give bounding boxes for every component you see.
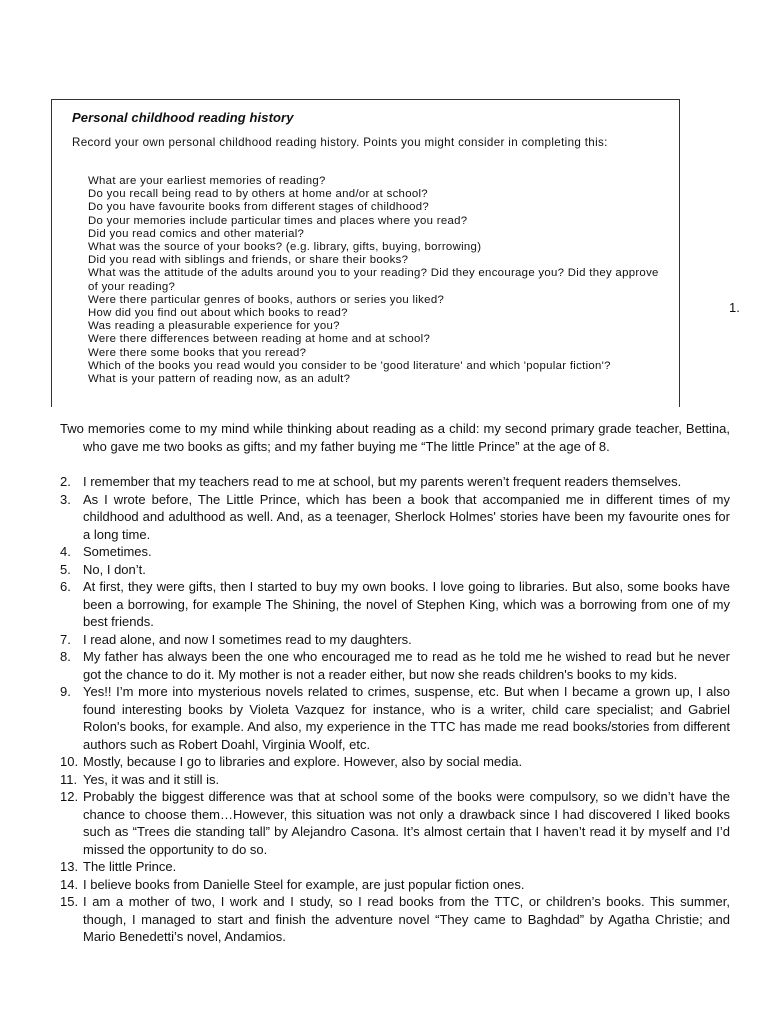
- answer-text: Sometimes.: [83, 544, 152, 559]
- answer-number: 10.: [60, 754, 79, 769]
- answer-number: 15.: [60, 894, 79, 909]
- answer-number: 9.: [60, 684, 71, 699]
- answer-text: Yes!! I’m more into mysterious novels related to crimes, suspense, etc. But when I became a grown up, I also found interesting books by Violeta Vazquez for instance, who is a writer, child care specialist; and Gabriel Rolon's books, for example. And also, my experience in the TTC has made me read books/stories from different authors such as Robert Doahl, Virginia Woolf, etc.: [83, 684, 730, 752]
- answer-number: 13.: [60, 859, 79, 874]
- question-item: Did you read with siblings and friends, or share their books?: [88, 254, 409, 267]
- answer-item: [60, 788, 730, 858]
- answer-text: As I wrote before, The Little Prince, which has been a book that accompanied me in different times of my childhood and adulthood as well. And, as a teenager, Sherlock Holmes' stories have been my favourite ones for a long time.: [83, 491, 730, 542]
- question-item: How did you find out about which books to read?: [88, 307, 348, 320]
- answer-item: [60, 578, 730, 631]
- answer-item: [60, 561, 730, 579]
- question-item: Were there some books that you reread?: [88, 346, 307, 359]
- answer-item: [60, 876, 730, 894]
- answer-text: Yes, it was and it still is.: [83, 771, 220, 787]
- answer-number: 4.: [60, 544, 71, 559]
- question-item: Were there particular genres of books, authors or series you liked?: [88, 293, 445, 306]
- question-item: What is your pattern of reading now, as an adult?: [88, 373, 351, 386]
- answer-number: 3.: [60, 491, 71, 507]
- question-list: [88, 175, 668, 386]
- answer-item: [60, 683, 730, 753]
- answer-text: The little Prince.: [83, 859, 177, 874]
- question-item: Do you recall being read to by others at home and/or at school?: [88, 188, 428, 201]
- answer-item: [60, 893, 730, 946]
- answer-number: 8.: [60, 649, 71, 664]
- answer-item: [60, 753, 730, 771]
- answer-item: [60, 491, 730, 544]
- embedded-questions-image: [51, 99, 680, 407]
- answer-text: No, I don’t.: [83, 561, 146, 577]
- answer-text: Two memories come to my mind while thinking about reading as a child: my second primary grade teacher, Bettina, who gave me two books as gifts; and my father buying me “The little Prince” at the age of 8.: [60, 421, 730, 454]
- figure-intro: Record your own personal childhood reading history. Points you might consider in completing this:: [72, 136, 608, 149]
- answer-item: [60, 858, 730, 876]
- answer-number: 11.: [60, 771, 78, 787]
- question-item: What are your earliest memories of reading?: [88, 175, 326, 187]
- answer-item: [60, 420, 730, 455]
- answer-text: I am a mother of two, I work and I study, so I read books from the TTC, or children’s books. This summer, though, I managed to start and finish the adventure novel “They came to Baghdad” by Agatha Christie; and Mario Benedetti’s novel, Andamios.: [83, 894, 730, 944]
- answer-number: 2.: [60, 474, 71, 489]
- answer-text: I read alone, and now I sometimes read to my daughters.: [83, 631, 412, 647]
- answer-number: 12.: [60, 789, 79, 804]
- answer-text: Mostly, because I go to libraries and explore. However, also by social media.: [83, 754, 523, 769]
- question-item: Do you have favourite books from different stages of childhood?: [88, 201, 429, 214]
- answer-text: I remember that my teachers read to me at school, but my parents weren’t frequent readers themselves.: [83, 474, 682, 489]
- answer-item: [60, 771, 730, 789]
- answer-text: At first, they were gifts, then I started to buy my own books. I love going to libraries. But also, some books have been a borrowing, for example The Shining, the novel of Stephen King, which was a borrowing from one of my best friends.: [83, 579, 730, 629]
- question-item: What was the attitude of the adults around you to your reading? Did they encourage you? Did they approve of your reading?: [88, 267, 659, 293]
- answer-number: 6.: [60, 579, 71, 594]
- answer-number: 14.: [60, 876, 79, 892]
- answer-number: 5.: [60, 561, 71, 577]
- question-item: Do your memories include particular times and places where you read?: [88, 214, 468, 227]
- answer-item: [60, 543, 730, 561]
- question-item: Were there differences between reading at home and at school?: [88, 333, 431, 346]
- answer-number: 7.: [60, 631, 71, 647]
- question-item: Did you read comics and other material?: [88, 227, 305, 240]
- answer-item: [60, 648, 730, 683]
- figure-title: Personal childhood reading history: [72, 110, 294, 125]
- answer-item: [60, 631, 730, 649]
- answer-list: [60, 473, 730, 946]
- answer-text: Probably the biggest difference was that at school some of the books were compulsory, so we didn’t have the chance to choose them…However, this situation was not only a drawback since I had discovered I liked books such as “Trees die standing tall” by Alejandro Casona. It’s almost certain that I haven’t read it by myself and I’d missed the opportunity to do so.: [83, 789, 730, 857]
- question-item: What was the source of your books? (e.g. library, gifts, buying, borrowing): [88, 241, 482, 254]
- answer-text: My father has always been the one who encouraged me to read as he told me he wished to read but he never got the chance to do it. My mother is not a reader either, but now she reads children's books to my kids.: [83, 649, 730, 682]
- question-item: Was reading a pleasurable experience for you?: [88, 320, 340, 333]
- answer-text: I believe books from Danielle Steel for example, are just popular fiction ones.: [83, 876, 525, 892]
- answer-item: [60, 473, 730, 491]
- list-number: 1.: [729, 300, 740, 315]
- question-item: Which of the books you read would you consider to be 'good literature' and which 'popular fiction'?: [88, 359, 611, 372]
